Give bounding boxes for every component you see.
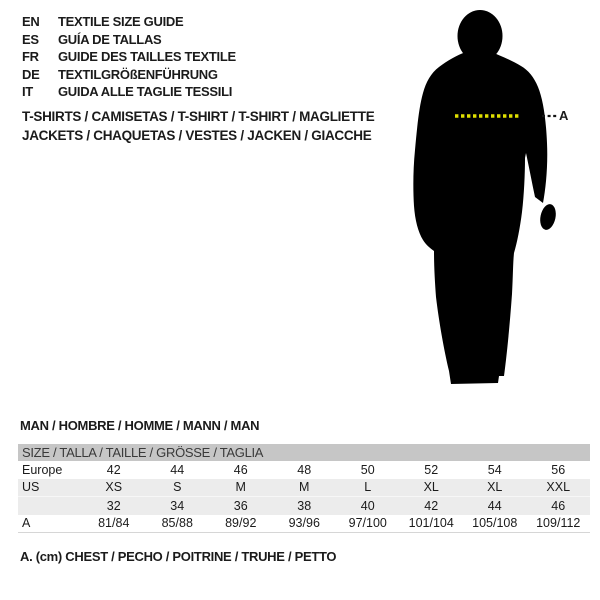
size-value: 56 bbox=[551, 462, 566, 477]
language-title: GUIDA ALLE TAGLIE TESSILI bbox=[58, 84, 233, 99]
measurement-label-a: A bbox=[559, 108, 569, 123]
size-value: 105/108 bbox=[472, 516, 518, 531]
size-value: 36 bbox=[233, 498, 248, 513]
language-row-fr bbox=[22, 48, 236, 66]
footer-measurement-note: A. (cm) CHEST / PECHO / POITRINE / TRUHE / PETTO bbox=[20, 549, 337, 564]
size-value: 52 bbox=[424, 462, 439, 477]
product-line-tshirts: T-SHIRTS / CAMISETAS / T-SHIRT / T-SHIRT / MAGLIETTE bbox=[22, 109, 375, 124]
language-row-es bbox=[22, 31, 236, 49]
size-value: L bbox=[364, 480, 372, 495]
table-row-chest-a bbox=[18, 515, 590, 533]
size-value: 85/88 bbox=[161, 516, 193, 531]
language-row-de bbox=[22, 66, 236, 84]
size-value: 34 bbox=[170, 498, 185, 513]
row-label-a: A bbox=[22, 516, 31, 531]
size-value: 101/104 bbox=[408, 516, 454, 531]
product-line-jackets: JACKETS / CHAQUETAS / VESTES / JACKEN / GIACCHE bbox=[22, 128, 372, 143]
language-title: GUIDE DES TAILLES TEXTILE bbox=[58, 49, 236, 64]
table-row-europe bbox=[18, 461, 590, 479]
size-value: XXL bbox=[546, 480, 571, 495]
size-value: XS bbox=[105, 480, 123, 495]
language-code: EN bbox=[22, 14, 40, 29]
size-value: 46 bbox=[233, 462, 248, 477]
language-title: TEXTILGRÖßENFÜHRUNG bbox=[58, 66, 218, 82]
language-code: DE bbox=[22, 66, 40, 82]
size-value: 42 bbox=[106, 462, 121, 477]
size-value: 46 bbox=[551, 498, 566, 513]
language-code: ES bbox=[22, 31, 39, 47]
size-value: 44 bbox=[170, 462, 185, 477]
language-title: GUÍA DE TALLAS bbox=[58, 31, 162, 47]
size-value: 81/84 bbox=[98, 516, 130, 531]
size-value: 40 bbox=[360, 498, 375, 513]
size-table bbox=[18, 444, 590, 533]
size-value: 50 bbox=[360, 462, 375, 477]
size-value: XL bbox=[423, 480, 439, 495]
size-value: M bbox=[299, 480, 310, 495]
language-list bbox=[22, 13, 236, 101]
hand bbox=[538, 203, 558, 232]
size-table-header: SIZE / TALLA / TAILLE / GRÖSSE / TAGLIA bbox=[18, 444, 590, 461]
size-value: 54 bbox=[487, 462, 502, 477]
size-value: 93/96 bbox=[288, 516, 320, 531]
size-value: M bbox=[235, 480, 246, 495]
language-code: IT bbox=[22, 84, 33, 99]
size-value: XL bbox=[487, 480, 503, 495]
man-silhouette bbox=[413, 10, 558, 384]
size-value: 32 bbox=[106, 498, 121, 513]
language-row-en bbox=[22, 13, 236, 31]
row-label-europe: Europe bbox=[22, 462, 63, 477]
size-value: 44 bbox=[487, 498, 502, 513]
language-title: TEXTILE SIZE GUIDE bbox=[58, 14, 184, 29]
language-code: FR bbox=[22, 49, 39, 64]
language-row-it bbox=[22, 83, 236, 101]
product-category-lines bbox=[22, 107, 374, 145]
size-value: 38 bbox=[297, 498, 312, 513]
section-heading-man: MAN / HOMBRE / HOMME / MANN / MAN bbox=[20, 418, 260, 433]
size-value: S bbox=[173, 480, 182, 495]
size-value: 89/92 bbox=[225, 516, 257, 531]
size-value: 42 bbox=[424, 498, 439, 513]
size-value: 109/112 bbox=[536, 516, 581, 531]
size-value: 48 bbox=[297, 462, 312, 477]
size-value: 97/100 bbox=[348, 516, 387, 531]
row-label-us: US bbox=[22, 480, 40, 495]
table-row-us bbox=[18, 479, 590, 497]
man-silhouette-figure bbox=[402, 6, 560, 388]
table-row-us-numeric bbox=[18, 496, 590, 515]
